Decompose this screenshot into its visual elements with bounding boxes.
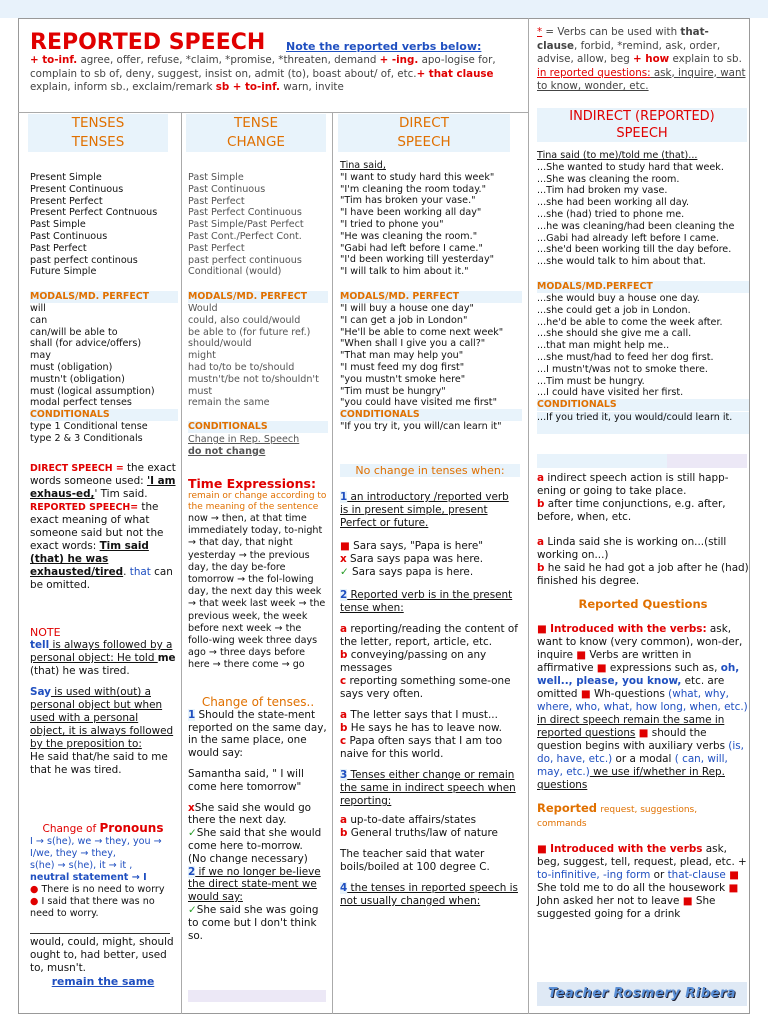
indirect-modals: [537, 293, 749, 399]
number-badge: 1: [340, 491, 348, 503]
quote-item: "Tim has broken your vase.": [340, 195, 476, 207]
right-example: She said that she would come here to-morrow.: [188, 827, 322, 852]
modal-item: ...she should she give me a call.: [537, 328, 692, 340]
number-badge: 3: [340, 769, 348, 781]
rr-example: She told me to do all the housework: [537, 882, 729, 894]
example: Sara says, "Papa is here": [353, 540, 484, 552]
indirect-item: ...Tim had broken my vase.: [537, 185, 668, 197]
modals-heading: MODALS/MD.PERFECT: [537, 281, 749, 293]
divider: [332, 112, 333, 1014]
tense-item: Past Perfect Continuous: [188, 207, 302, 219]
top-right-note: [537, 26, 747, 94]
note-item: Linda said she is working on...(still working on...): [537, 536, 727, 561]
intro-label: + that clause: [416, 67, 494, 80]
nochange-note: (No change necessary): [188, 852, 308, 865]
number-badge: 2: [340, 589, 348, 601]
modal-item: "Tim must be hungry": [340, 385, 446, 397]
example: Sara says papa was here.: [350, 553, 484, 565]
modal-item: be able to (for future ref.): [188, 326, 311, 338]
indirect-notes: a indirect speech action is still happ-ening or going to take place. b after time conjunctions, e.g. after, before, when, etc. a Linda said she is working on...(still working on...) b he said he had got a job after he (had) finished his degree. Reported Questions ■ Introduced with the verbs: ask, want to know (very common), won-der, inquire ■ Verbs are written in affirmative ■ expressions such as, oh, well.., please, you know, etc. are omitted ■ Wh-questions (what, why, where, who, what, how long, when, etc.) in direct speech remain the same in reported questions ■ should the question begins with auxiliary verbs (is, do, have, etc.) or a modal ( can, will, may, etc.) we use if/whether in Rep. questions Reported request, suggestions, commands ■ Introduced with the verbs ask, beg, suggest, tell, request, plead, etc. + to-infinitive, -ing form or that-clause ■ She told me to do all the housework ■ John asked her not to leave ■ She suggested going for a drink: [537, 472, 749, 920]
modal-item: can/will be able to: [30, 326, 118, 338]
indirect-item: ...She was cleaning the room.: [537, 173, 680, 185]
note-text: is always followed by a personal object: He told: [30, 639, 173, 664]
note-item: indirect speech action is still happ-ening or going to take place.: [537, 472, 729, 497]
modal-item: "I must feed my dog first": [340, 361, 465, 373]
quote-item: "Gabi had left before I came.": [340, 242, 483, 254]
modal-item: "I will buy a house one day": [340, 303, 474, 314]
direct-modals: [340, 303, 522, 409]
modal-item: must (logical assumption): [30, 385, 155, 397]
rr-that: that-clause: [667, 869, 726, 881]
modal-item: ...I mustn't/was not to smoke there.: [537, 363, 708, 375]
modal-item: remain the same: [188, 397, 270, 409]
quote-item: "I want to study hard this week": [340, 171, 495, 183]
cond-nochange: do not change: [188, 445, 266, 457]
example: Sara says papa is here.: [352, 566, 474, 578]
tense-item: Past Continuous: [188, 183, 266, 195]
tense-item: Past Simple/Past Perfect: [188, 219, 304, 231]
title-note: Note the reported verbs below:: [286, 40, 482, 53]
modal-item: "I can get a job in London": [340, 314, 468, 326]
remain-label: remain the same: [51, 975, 155, 988]
change-of-tenses: Change of tenses.. 1 Should the state-ment reported on the same day, in the same place, one would say: Samantha said, " I will come here tomorrow" xShe said she would go there the next day. ✓She said that she would come here to-morrow. (No change necessary) 2 if we no longer be-lieve the direct state-ment we would say: ✓She said she was going to come but I don't think so.: [188, 695, 327, 942]
rq-text: in direct speech remain the same in reported questions: [537, 714, 725, 739]
tense-item: Conditional (would): [188, 266, 282, 278]
rq-text: we use if/whether in Rep. questions: [537, 766, 725, 791]
no-change-heading: No change in tenses when:: [340, 464, 520, 477]
header-indirect: INDIRECT (REPORTED) SPEECH: [537, 108, 747, 142]
bullet-example: There is no need to worry: [41, 884, 165, 895]
modals-list: [30, 303, 178, 409]
number-badge: 2: [188, 865, 196, 878]
rr-example: John asked her not to leave: [537, 895, 683, 907]
rule-item: reporting something some-one says very often.: [340, 675, 511, 700]
rule-item: conveying/passing on any messages: [340, 649, 487, 674]
intro-list: apo-logise for, complain to sb of, deny, suggest, insist on, admit (to), boast about/ of, etc.: [30, 54, 496, 80]
tense-item: past perfect continous: [30, 254, 138, 266]
tenses-list: [30, 172, 178, 278]
modal-item: ...she must/had to feed her dog first.: [537, 351, 714, 363]
direct-quotes: [340, 160, 522, 278]
tense-item: Past Simple: [30, 219, 86, 231]
modal-item: might: [188, 350, 216, 362]
modals-heading: MODALS/MD. PERFECT: [188, 291, 328, 303]
changed-tenses-list: [188, 172, 328, 278]
modal-item: ...I could have visited her first.: [537, 387, 684, 399]
rule-text: Reported verb is in the present tense when:: [340, 589, 513, 614]
rr-sub: request, suggestions, commands: [537, 805, 698, 829]
modal-item: modal perfect tenses: [30, 397, 132, 409]
intro-list: warn, invite: [279, 81, 344, 93]
cond-change: Change in Rep. Speech: [188, 434, 300, 445]
modal-item: mustn't (obligation): [30, 373, 125, 385]
changed-modals-list: [188, 303, 328, 409]
tell-word: tell: [30, 639, 50, 651]
note-keyword: in reported questions:: [537, 66, 651, 79]
ds-label: DIRECT SPEECH =: [30, 463, 127, 474]
indirect-lines: [537, 150, 749, 268]
note-item: he said he had got a job after he (had) finished his degree.: [537, 562, 749, 587]
indirect-item: ...she'd been working till the day before.: [537, 244, 732, 256]
rule-text: the tenses in reported speech is not usually changed when:: [340, 882, 518, 907]
modal-item: "That man may help you": [340, 350, 464, 362]
modal-item: "He'll be able to come next week": [340, 326, 504, 338]
tense-item: Past Continuous: [30, 230, 108, 242]
asterisk: *: [537, 26, 543, 38]
say-text: is used with(out) a personal object but when used with a personal object, it is always followed by the preposition to:: [30, 686, 174, 750]
rs-label: REPORTED SPEECH=: [30, 502, 142, 513]
time-expr-body: now → then, at that time immediately today, to-night → that day, that night yesterday → the previous day, the day be-fore tomorrow → the fol-lowing day, the next day this week → that week last week → the previous week, the week before next week → the follo-wing week three days ago → three days before here → there come → go: [188, 513, 326, 671]
shade-bar: [537, 454, 667, 468]
intro-list: explain, inform sb., exclaim/remark: [30, 81, 216, 93]
modal-item: should/would: [188, 338, 252, 350]
tense-item: past perfect continuous: [188, 254, 302, 266]
tense-item: Past Perfect: [188, 195, 245, 207]
right-example: She said she was going to come but I don't think so.: [188, 903, 319, 942]
pronoun-rule: neutral statement → I: [30, 872, 147, 883]
modal-item: "you could have visited me first": [340, 397, 497, 409]
tense-item: Present Continuous: [30, 183, 124, 195]
modal-item: "When shall I give you a call?": [340, 338, 486, 350]
conditionals-heading: CONDITIONALS: [188, 421, 328, 433]
modal-item: must: [188, 385, 213, 397]
header-change: TENSE CHANGE: [186, 114, 326, 152]
tense-item: Future Simple: [30, 266, 97, 278]
divider: [181, 112, 182, 1014]
modal-item: ...she would buy a house one day.: [537, 293, 700, 304]
no-change-block: No change in tenses when: 1 an introductory /reported verb is in present simple, present Perfect or future. ■ Sara says, "Papa is here" x Sara says papa was here. ✓ Sara says papa is here. 2 Reported verb is in the present tense when: a reporting/reading the content of the letter, report, article, etc. b conveying/passing on any messages c reporting something some-one says very often. a The letter says that I must... b He says he has to leave now. c Papa often says that I am too naive for this world. 3 Tenses either change or remain the same in indirect speech when reporting: a up-to-date affairs/states b General truths/law of nature The teacher said that water boils/boiled at 100 degree C. 4 the tenses in reported speech is not usually changed when:: [340, 464, 520, 908]
conditionals-heading: CONDITIONALS: [537, 399, 749, 411]
conditionals-heading: CONDITIONALS: [340, 409, 522, 421]
samantha-example: Samantha said, " I will come here tomorrow": [188, 767, 304, 793]
example: The teacher said that water boils/boiled at 100 degree C.: [340, 848, 490, 873]
rule-text: Tenses either change or remain the same in indirect speech when reporting:: [340, 769, 516, 807]
quote-item: "I'd been working till yesterday": [340, 254, 495, 266]
intro-list: agree, offer, refuse, *claim, *promise, *threaten, demand: [77, 54, 380, 66]
divider: [528, 18, 529, 1014]
rq-aux: (is, do, have, etc.): [537, 740, 744, 765]
reported-requests-heading: Reported: [537, 801, 597, 815]
divider: [18, 112, 528, 113]
number-badge: 1: [188, 708, 196, 721]
conditional-item: type 1 Conditional tense: [30, 421, 148, 432]
rs-quote: Tim said (that) he was exhausted/tired: [30, 540, 149, 578]
shade-bar: [667, 454, 747, 468]
indirect-item: ...she would talk to him about that.: [537, 256, 706, 268]
note-item: after time conjunctions, e.g. after, before, when, etc.: [537, 498, 726, 523]
tense-item: Past Perfect: [30, 242, 87, 254]
example: He says he has to leave now.: [350, 722, 502, 734]
modal-item: will: [30, 303, 46, 314]
modals-heading: MODALS/MD. PERFECT: [340, 291, 522, 303]
rule-item: up-to-date affairs/states: [350, 814, 477, 826]
rq-text: Verbs are written in affirmative: [537, 649, 692, 674]
rq-wh: (what, why, where, who, what, how long, when, etc.): [537, 688, 748, 713]
modal-item: can: [30, 314, 48, 326]
intro-label: + -ing.: [379, 54, 419, 66]
note-me: me: [157, 652, 176, 664]
top-band: [0, 0, 768, 18]
number-badge: 4: [340, 882, 348, 894]
example: Papa often says that I am too naive for this world.: [340, 735, 503, 760]
tense-item: Past Perfect: [188, 242, 245, 254]
cot-body: Should the state-ment reported on the same day, in the same place, one would say:: [188, 708, 327, 760]
modal-item: may: [30, 350, 51, 362]
modal-item: Would: [188, 303, 218, 314]
pronouns-label: Change of: [42, 823, 100, 835]
rq-text: Wh-questions: [590, 688, 669, 700]
intro-label: + to-inf.: [30, 54, 78, 66]
quote-item: "I have been working all day": [340, 207, 482, 219]
modals-heading: MODALS/MD. PERFECT: [30, 291, 178, 303]
definitions: [30, 462, 176, 592]
direct-conditional: "If you try it, you will/can learn it": [340, 421, 502, 432]
modal-item: mustn't/be not to/shouldn't: [188, 373, 319, 385]
note-text: = Verbs can be used with: [542, 26, 681, 38]
rule-item: General truths/law of nature: [350, 827, 498, 839]
conditional-item: type 2 & 3 Conditionals: [30, 432, 143, 444]
rq-expr: oh, well.., please, you know,: [537, 662, 740, 687]
modal-item: ...that man might help me..: [537, 340, 670, 352]
note-text: , forbid, *remind, ask, order, advise, allow, beg: [537, 39, 721, 65]
time-expr-heading: Time Expressions:: [188, 476, 316, 491]
modal-item: shall (for advice/offers): [30, 338, 142, 350]
rq-intro: Introduced with the verbs:: [550, 623, 707, 635]
rq-text: or a modal: [612, 753, 675, 765]
intro-text: [30, 54, 508, 95]
modal-item: must (obligation): [30, 361, 113, 373]
footer-bar: [188, 990, 326, 1002]
rq-modal: ( can, will, may, etc.): [537, 753, 728, 778]
modal-item: ...Tim must be hungry.: [537, 375, 645, 387]
that-word: that: [129, 566, 151, 578]
pronouns-heading: Pronouns: [99, 821, 164, 835]
quote-item: "I will talk to him about it.": [340, 266, 469, 278]
conditionals-list: [30, 421, 178, 445]
rq-text: ask, want to know (very common), won-der, inquire: [537, 623, 743, 661]
rs-end: .: [123, 566, 127, 578]
conditionals-heading: CONDITIONALS: [30, 409, 178, 421]
tina-said: Tina said,: [340, 160, 386, 171]
time-expressions: [188, 476, 328, 672]
tense-item: Present Simple: [30, 172, 102, 183]
tense-item: Past Simple: [188, 172, 244, 183]
two-body: if we no longer be-lieve the direct state-ment we would say:: [188, 865, 321, 904]
ds-end: ' Tim said.: [94, 488, 148, 500]
ds-text: the exact words someone used:: [30, 462, 176, 487]
note-text: ask, inquire, want to know, wonder, etc.: [537, 66, 746, 92]
rule-item: reporting/reading the content of the letter, report, article, etc.: [340, 623, 518, 648]
omit-text: can be omitted.: [30, 566, 173, 591]
note-end: (that) he was tired.: [30, 665, 130, 677]
say-word: Say: [30, 686, 51, 698]
bottom-note: [30, 933, 176, 988]
bullet-example: I said that there was no need to worry.: [30, 896, 155, 919]
rr-example: She suggested going for a drink: [537, 895, 716, 920]
tense-item: Present Perfect Contnuous: [30, 207, 158, 219]
indirect-item: ...she (had) tried to phone me.: [537, 208, 685, 220]
cot-heading: Change of tenses..: [201, 695, 315, 709]
pronoun-rule: I → s(he), we → they, you → I/we, they → they,: [30, 836, 162, 859]
note-label: NOTE: [30, 626, 61, 639]
header-tenses: TENSES TENSES: [28, 114, 168, 152]
pronoun-rule: s(he) → s(he), it → it ,: [30, 860, 133, 871]
wrong-example: She said she would go there the next day.: [188, 801, 312, 827]
rr-intro: Introduced with the verbs: [550, 843, 703, 855]
cond-text: ...If you tried it, you would/could learn it.: [537, 412, 749, 434]
note-keyword: + how: [633, 53, 670, 65]
rr-text: ask, beg, suggest, tell, request, plead, etc. +: [537, 843, 747, 868]
rule-text: an introductory /reported verb is in present simple, present Perfect or future.: [340, 491, 509, 529]
intro-label: sb + to-inf.: [215, 81, 280, 93]
rq-text: expressions such as,: [606, 662, 721, 674]
indirect-item: ...She wanted to study hard that week.: [537, 161, 724, 173]
rr-text: or: [650, 869, 668, 881]
modal-list: would, could, might, should ought to, had better, used to, musn't.: [30, 936, 174, 974]
quote-item: "I'm cleaning the room today.": [340, 183, 486, 195]
modal-item: "you mustn't smoke here": [340, 373, 466, 385]
modal-item: ...he'd be able to come the week after.: [537, 316, 723, 328]
modal-item: ...she could get a job in London.: [537, 304, 691, 316]
pronouns-block: Change of Pronouns I → s(he), we → they, you → I/we, they → they, s(he) → s(he), it → it , neutral statement → I ● There is no need to worry ● I said that there was no need to worry.: [30, 822, 176, 920]
page-title: REPORTED SPEECH: [30, 30, 266, 55]
example: The letter says that I must...: [350, 709, 498, 721]
modal-item: had to/to be to/should: [188, 361, 295, 373]
quote-item: "He was cleaning the room.": [340, 230, 478, 242]
modal-item: could, also could/would: [188, 314, 301, 326]
tina-told: Tina said (to me)/told me (that)...: [537, 150, 698, 161]
indirect-item: ...she had been working all day.: [537, 197, 689, 209]
note-keyword: that-clause: [537, 26, 709, 52]
rq-text: should the question begins with auxiliary verbs: [537, 727, 729, 752]
tense-item: Past Cont./Perfect Cont.: [188, 230, 302, 242]
time-expr-sub: remain or change according to the meaning of the sentence: [188, 491, 327, 512]
indirect-item: ...he was cleaning/had been cleaning the: [537, 220, 735, 232]
tense-item: Present Perfect: [30, 195, 103, 207]
conditionals-change: [188, 434, 328, 458]
quote-item: "I tried to phone you": [340, 218, 444, 230]
reported-questions-heading: Reported Questions: [578, 597, 708, 611]
teacher-signature: Teacher Rosmery Ribera: [537, 982, 747, 1006]
rq-text: etc. are omitted: [537, 675, 725, 700]
note-text: explain to sb.: [669, 53, 742, 65]
rs-text: the exact meaning of what someone said but not the exact words:: [30, 501, 164, 552]
header-direct: DIRECT SPEECH: [338, 114, 510, 152]
say-example: He said that/he said to me that he was tired.: [30, 751, 168, 776]
note-block: [30, 626, 176, 777]
ds-quote: 'I am exhaus-ed,: [30, 475, 176, 500]
rr-inf: to-infinitive, -ing form: [537, 869, 651, 881]
indirect-item: ...Gabi had already left before I came.: [537, 232, 720, 244]
indirect-conditional: [537, 412, 749, 434]
